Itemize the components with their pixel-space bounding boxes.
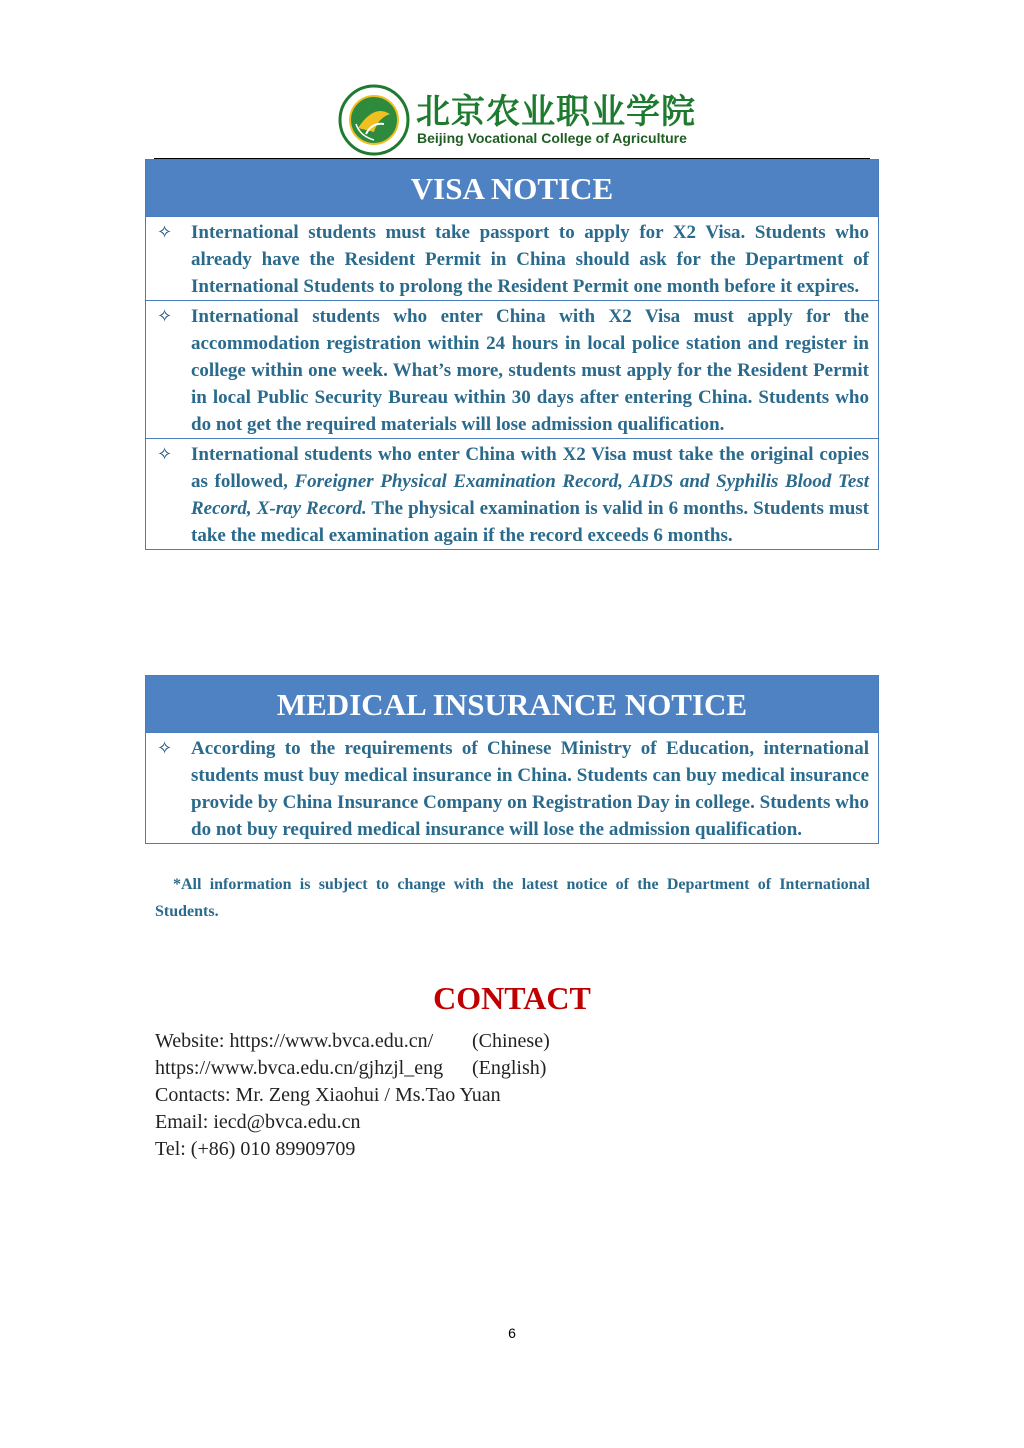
contact-block	[155, 1028, 550, 1163]
contacts-line: Contacts: Mr. Zeng Xiaohui / Ms.Tao Yuan	[155, 1084, 501, 1106]
bullet-icon: ✧	[157, 738, 173, 759]
medical-insurance-notice	[145, 675, 879, 844]
visa-notice	[145, 159, 879, 550]
visa-item-text-end: The physical examination is valid in 6 months. Students must take the medical examination again if the record exceeds 6 months.	[191, 498, 869, 546]
website-cn-tag: (Chinese)	[472, 1030, 550, 1052]
required-records: Foreigner Physical Examination Record, AIDS and Syphilis Blood Test Record, X-ray Record.	[191, 471, 870, 519]
page-header	[0, 78, 1024, 158]
disclaimer-note: *All information is subject to change with the latest notice of the Department of International Students.	[155, 876, 870, 920]
visa-item	[146, 438, 878, 549]
bullet-icon: ✧	[157, 306, 173, 327]
website-cn-link[interactable]: Website: https://www.bvca.edu.cn/	[155, 1030, 434, 1052]
tel-line: Tel: (+86) 010 89909709	[155, 1138, 356, 1160]
page-number: 6	[508, 1325, 516, 1341]
visa-item	[146, 300, 878, 438]
contact-title: CONTACT	[433, 980, 591, 1016]
visa-item	[146, 216, 878, 300]
medical-notice-title: MEDICAL INSURANCE NOTICE	[146, 676, 878, 732]
bullet-icon: ✧	[157, 222, 173, 243]
visa-notice-title: VISA NOTICE	[146, 160, 878, 216]
website-en-link[interactable]: https://www.bvca.edu.cn/gjhzjl_eng	[155, 1057, 444, 1079]
college-logo-icon	[338, 84, 410, 156]
visa-item-text: International students who enter China with X2 Visa must apply for the accommodation registration within 24 hours in local police station and register in college within one week. What’s more, students must apply for the Resident Permit in local Public Security Bureau within 30 days after entering China. Students who do not get the required materials will lose admission qualification.	[191, 306, 869, 435]
medical-item	[146, 732, 878, 843]
college-name-en: Beijing Vocational College of Agriculture	[417, 130, 687, 146]
visa-item-text	[191, 441, 869, 549]
visa-item-text-start: International students who enter China with X2 Visa must take the original copies as followed,	[191, 444, 869, 492]
medical-item-text: According to the requirements of Chinese Ministry of Education, international students must buy medical insurance in China. Students can buy medical insurance provide by China Insurance Company on Registration Day in college. Students who do not buy required medical insurance will lose the admission qualification.	[191, 738, 869, 840]
website-en-tag: (English)	[472, 1057, 547, 1079]
email-line[interactable]: Email: iecd@bvca.edu.cn	[155, 1111, 361, 1133]
college-name-cn: 北京农业职业学院	[416, 92, 696, 132]
bullet-icon: ✧	[157, 444, 173, 465]
visa-item-text: International students must take passport to apply for X2 Visa. Students who already have the Resident Permit in China should ask for the Department of International Students to prolong the Resident Permit one month before it expires.	[191, 222, 869, 297]
